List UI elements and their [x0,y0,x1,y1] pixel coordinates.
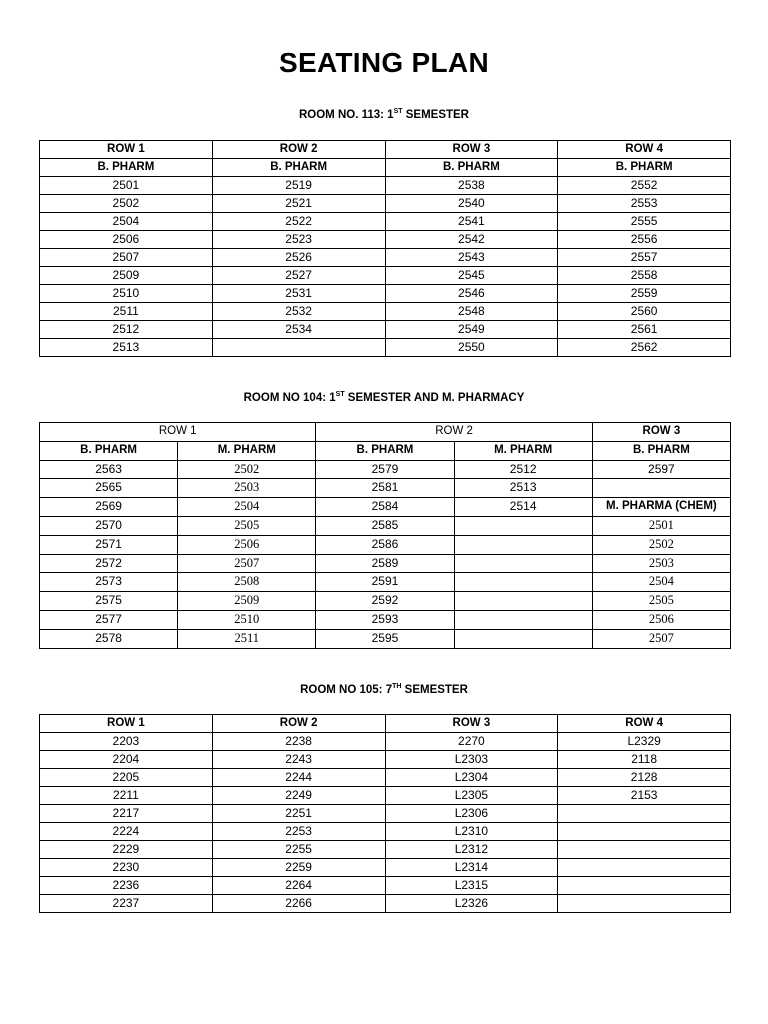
seat-cell: 2255 [212,841,385,859]
seat-cell: 2266 [212,895,385,913]
table-row [40,592,731,611]
seat-cell: 2561 [558,321,731,339]
seat-cell [592,479,730,498]
seat-cell: 2557 [558,249,731,267]
room-113-heading [0,108,768,121]
table-row [40,554,731,573]
seat-cell: 2508 [178,573,316,592]
row-header: ROW 1 [40,715,213,733]
seat-cell: 2505 [592,592,730,611]
seat-cell: 2573 [40,573,178,592]
seat-cell: 2584 [316,498,454,517]
seat-cell [558,841,731,859]
seat-cell: L2306 [385,805,558,823]
seat-cell: 2512 [40,321,213,339]
seat-cell: 2543 [385,249,558,267]
room-105-heading [0,683,768,696]
seat-cell: L2315 [385,877,558,895]
program-header: B. PHARM [385,159,558,177]
seat-cell: 2507 [178,554,316,573]
program-header: B. PHARM [212,159,385,177]
seat-cell: 2579 [316,460,454,479]
seat-cell: 2510 [178,610,316,629]
seat-cell: 2153 [558,787,731,805]
room-104-heading [0,391,768,404]
seat-cell: 2534 [212,321,385,339]
seat-cell: 2592 [316,592,454,611]
table-row [40,249,731,267]
seat-cell: 2597 [592,460,730,479]
table-row [40,877,731,895]
program-header-line [40,441,731,460]
table-row [40,535,731,554]
seat-cell: 2569 [40,498,178,517]
seat-cell [558,877,731,895]
seat-cell: L2305 [385,787,558,805]
seat-cell: L2329 [558,733,731,751]
seat-cell: 2570 [40,516,178,535]
table-row [40,805,731,823]
seat-cell: 2229 [40,841,213,859]
seat-cell: 2512 [454,460,592,479]
seat-cell: 2238 [212,733,385,751]
seat-cell [454,610,592,629]
program-header: B. PHARM [316,441,454,460]
row-header: ROW 3 [385,141,558,159]
seat-cell: 2507 [592,629,730,648]
table-row [40,841,731,859]
seat-cell: 2506 [40,231,213,249]
seat-cell: 2118 [558,751,731,769]
table-row [40,339,731,357]
seat-cell: 2586 [316,535,454,554]
seat-cell: 2506 [178,535,316,554]
seat-cell: 2217 [40,805,213,823]
room-104-body [40,460,731,648]
room-105-body [40,733,731,913]
seat-cell: L2314 [385,859,558,877]
row-header: ROW 2 [212,715,385,733]
seat-cell: 2591 [316,573,454,592]
seat-cell: 2264 [212,877,385,895]
seat-cell: L2312 [385,841,558,859]
seat-cell [454,573,592,592]
room-104-table [39,422,731,649]
table-row [40,516,731,535]
seat-cell: 2585 [316,516,454,535]
seat-cell: 2532 [212,303,385,321]
seat-cell: 2521 [212,195,385,213]
table-row [40,823,731,841]
seat-cell: 2504 [178,498,316,517]
program-header: M. PHARM [454,441,592,460]
seat-cell: 2270 [385,733,558,751]
row-header: ROW 1 [40,423,316,442]
seat-cell: 2243 [212,751,385,769]
seat-cell: 2527 [212,267,385,285]
seat-cell: 2236 [40,877,213,895]
table-row [40,460,731,479]
program-header: M. PHARM [178,441,316,460]
seat-cell: 2502 [40,195,213,213]
row-header: ROW 2 [212,141,385,159]
seat-cell: 2237 [40,895,213,913]
table-row [40,303,731,321]
seat-cell: 2556 [558,231,731,249]
program-header-line [40,159,731,177]
seat-cell: 2259 [212,859,385,877]
seat-cell: 2514 [454,498,592,517]
table-row [40,498,731,517]
seat-cell: L2304 [385,769,558,787]
row-header: ROW 3 [385,715,558,733]
seat-cell: 2571 [40,535,178,554]
seat-cell: 2565 [40,479,178,498]
table-row [40,479,731,498]
seat-cell: 2548 [385,303,558,321]
seat-cell: 2503 [592,554,730,573]
page-title: SEATING PLAN [279,47,489,78]
table-row [40,321,731,339]
seat-cell: 2519 [212,177,385,195]
seat-cell [558,805,731,823]
table-row [40,231,731,249]
seat-cell [454,516,592,535]
table-row [40,787,731,805]
seat-cell: 2577 [40,610,178,629]
seat-cell: 2511 [40,303,213,321]
seat-cell: 2541 [385,213,558,231]
seat-cell: 2526 [212,249,385,267]
room-113-table [39,140,731,357]
seat-cell: 2253 [212,823,385,841]
seat-cell: 2501 [592,516,730,535]
row-header: ROW 3 [592,423,730,442]
seat-cell: L2326 [385,895,558,913]
room-104-heading-rest: SEMESTER AND M. PHARMACY [344,392,525,404]
seat-cell: 2575 [40,592,178,611]
table-row [40,267,731,285]
seat-cell: 2501 [40,177,213,195]
seat-cell [454,535,592,554]
table-row [40,859,731,877]
seat-cell: 2505 [178,516,316,535]
room-105-heading-main: ROOM NO 105: 7 [300,684,393,696]
seat-cell [212,339,385,357]
seat-cell [454,629,592,648]
seat-cell: 2503 [178,479,316,498]
seat-cell: 2506 [592,610,730,629]
seat-cell: 2552 [558,177,731,195]
seat-cell: 2589 [316,554,454,573]
table-row [40,629,731,648]
table-row [40,751,731,769]
seat-cell: 2555 [558,213,731,231]
seat-cell: 2546 [385,285,558,303]
room-113-body [40,177,731,357]
seat-cell: 2205 [40,769,213,787]
room-113-heading-rest: SEMESTER [402,109,469,121]
seat-cell: 2249 [212,787,385,805]
program-header: B. PHARM [558,159,731,177]
seat-cell: 2540 [385,195,558,213]
seat-cell: 2550 [385,339,558,357]
row-header-line [40,423,731,442]
room-104-heading-main: ROOM NO 104: 1 [243,392,336,404]
seat-cell: 2563 [40,460,178,479]
seat-cell: 2538 [385,177,558,195]
seat-cell: L2303 [385,751,558,769]
seat-cell: 2522 [212,213,385,231]
table-row [40,213,731,231]
seat-cell: 2553 [558,195,731,213]
seat-cell: 2545 [385,267,558,285]
program-header: B. PHARM [592,441,730,460]
seat-cell: 2244 [212,769,385,787]
seat-cell: 2504 [592,573,730,592]
row-header-line [40,715,731,733]
seat-cell: 2562 [558,339,731,357]
seat-cell: 2204 [40,751,213,769]
seat-cell: 2559 [558,285,731,303]
program-subheader: M. PHARMA (CHEM) [592,498,730,517]
table-row [40,177,731,195]
seat-cell: 2578 [40,629,178,648]
seat-cell: 2128 [558,769,731,787]
seat-cell: 2558 [558,267,731,285]
seat-cell: 2593 [316,610,454,629]
row-header: ROW 1 [40,141,213,159]
table-row [40,285,731,303]
seat-cell: 2595 [316,629,454,648]
table-row [40,769,731,787]
seat-cell: 2203 [40,733,213,751]
seat-cell: 2510 [40,285,213,303]
row-header-line [40,141,731,159]
row-header: ROW 4 [558,141,731,159]
table-row [40,733,731,751]
seat-cell: 2509 [40,267,213,285]
seat-cell: 2531 [212,285,385,303]
seat-cell: 2513 [454,479,592,498]
seat-cell: 2581 [316,479,454,498]
room-105-heading-sup: TH [392,683,402,690]
seat-cell: 2572 [40,554,178,573]
seat-cell: 2507 [40,249,213,267]
program-header: B. PHARM [40,159,213,177]
room-104-heading-sup: ST [335,391,345,398]
seat-cell: 2549 [385,321,558,339]
seat-cell [454,554,592,573]
seat-cell: 2251 [212,805,385,823]
seat-cell: 2224 [40,823,213,841]
program-header: B. PHARM [40,441,178,460]
row-header: ROW 4 [558,715,731,733]
table-row [40,573,731,592]
seat-cell: 2511 [178,629,316,648]
seat-cell: 2513 [40,339,213,357]
seat-cell: 2502 [592,535,730,554]
seat-cell: 2509 [178,592,316,611]
seat-cell: 2502 [178,460,316,479]
seat-cell [454,592,592,611]
seat-cell [558,895,731,913]
seat-cell: 2542 [385,231,558,249]
room-105-table [39,714,731,913]
row-header: ROW 2 [316,423,592,442]
seat-cell [558,823,731,841]
seat-cell: 2230 [40,859,213,877]
room-113-heading-sup: ST [393,108,403,115]
room-105-heading-rest: SEMESTER [401,684,468,696]
seat-cell: 2560 [558,303,731,321]
seat-cell [558,859,731,877]
room-113-heading-main: ROOM NO. 113: 1 [298,109,394,121]
seat-cell: 2211 [40,787,213,805]
table-row [40,195,731,213]
table-row [40,895,731,913]
seat-cell: 2523 [212,231,385,249]
table-row [40,610,731,629]
seat-cell: 2504 [40,213,213,231]
seat-cell: L2310 [385,823,558,841]
